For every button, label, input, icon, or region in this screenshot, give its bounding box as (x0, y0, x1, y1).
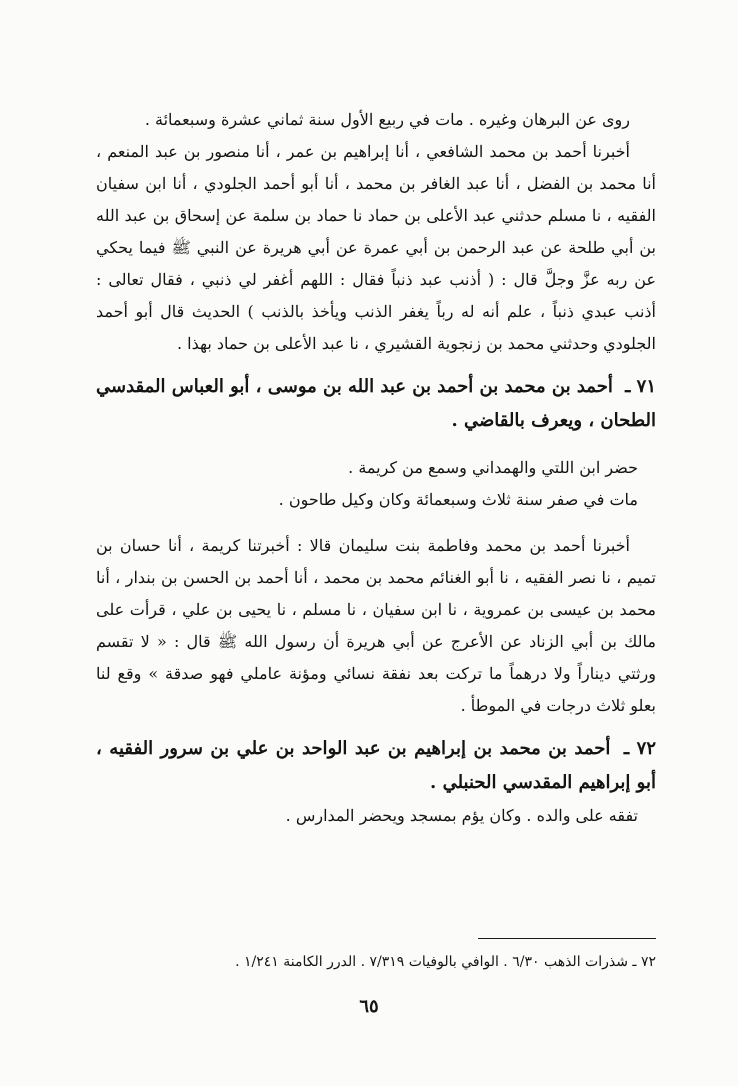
entry-72-line: تفقه على والده . وكان يؤم بمسجد ويحضر المدارس . (285, 806, 638, 825)
page-body (96, 104, 656, 832)
entry-71-heading (96, 370, 656, 438)
footnote-divider (478, 938, 656, 939)
entry-71-paragraph: أخبرنا أحمد بن محمد وفاطمة بنت سليمان قالا : أخبرتنا كريمة ، أنا حسان بن تميم ، نا نصر الفقيه ، نا أبو الغنائم محمد بن محمد ، أنا أحمد بن الحسن بن بندار ، أنا محمد بن عيسى بن عمروية ، نا ابن سفيان ، نا مسلم ، نا يحيى بن علي ، قرأت على مالك بن أبي الزناد عن الأعرج عن أبي هريرة أن رسول الله ﷺ قال : « لا تقسم ورثتي ديناراً ولا درهماً ما تركت بعد نفقة نسائي ومؤنة عاملي فهو صدقة » وقع لنا بعلو ثلاث درجات في الموطأ . (96, 536, 656, 715)
entry-72-number: ٧٢ ـ (623, 738, 656, 759)
footnote: ٧٢ ـ شذرات الذهب ٦/٣٠ . الوافي بالوفيات ٧/٣١٩ . الدرر الكامنة ١/٢٤١ . (235, 954, 656, 970)
page-number: ٦٥ (359, 996, 379, 1017)
entry-71-number: ٧١ ـ (625, 376, 656, 397)
entry-71-line-1: حضر ابن اللتي والهمداني وسمع من كريمة . (348, 458, 638, 477)
entry-72-heading (96, 732, 656, 800)
entry-71-title: أحمد بن محمد بن أحمد بن عبد الله بن موسى ، أبو العباس المقدسي الطحان ، ويعرف بالقاضي . (95, 376, 656, 431)
entry-71-line-2: مات في صفر سنة ثلاث وسبعمائة وكان وكيل طاحون . (278, 490, 638, 509)
paragraph-death-note: روى عن البرهان وغيره . مات في ربيع الأول سنة ثماني عشرة وسبعمائة . (144, 110, 630, 129)
paragraph-hadith-isnad-1: أخبرنا أحمد بن محمد الشافعي ، أنا إبراهيم بن عمر ، أنا منصور بن عبد المنعم ، أنا محمد بن الفضل ، أنا عبد الغافر بن محمد ، أنا أبو أحمد الجلودي ، أنا ابن سفيان الفقيه ، نا مسلم حدثني عبد الأعلى بن حماد نا حماد بن سلمة عن إسحاق بن عبد الله بن أبي طلحة عن عبد الرحمن بن أبي عمرة عن أبي هريرة عن النبي ﷺ فيما يحكي عن ربه عزَّ وجلَّ قال : ( أذنب عبد ذنباً فقال : اللهم أغفر لي ذنبي ، فقال تعالى : أذنب عبدي ذنباً ، علم أنه له رباً يغفر الذنب ويأخذ بالذنب ) الحديث قال أبو أحمد الجلودي وحدثني محمد بن زنجوية القشيري ، نا عبد الأعلى بن حماد بهذا . (96, 142, 656, 353)
entry-72-title: أحمد بن محمد بن إبراهيم بن عبد الواحد بن علي بن سرور الفقيه ، أبو إبراهيم المقدسي الحنبلي . (96, 738, 656, 793)
